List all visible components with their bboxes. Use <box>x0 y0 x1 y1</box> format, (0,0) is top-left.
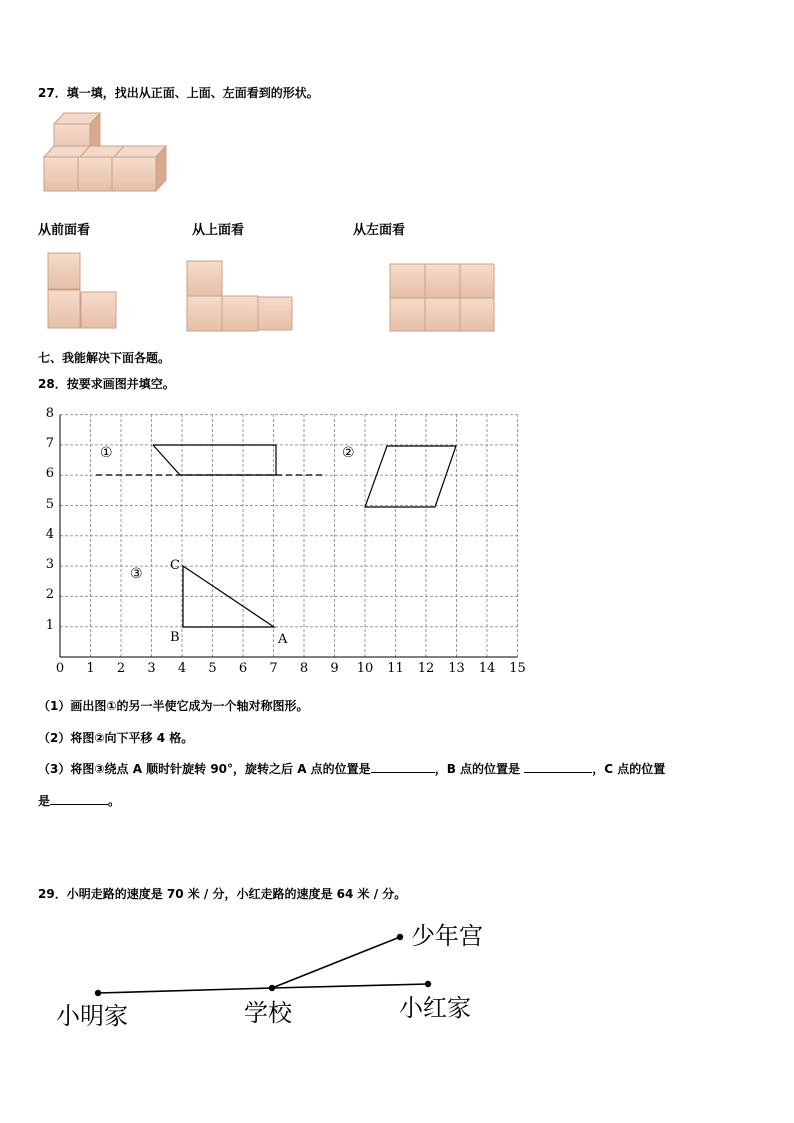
q28-sub3-part4: 是 <box>38 794 51 808</box>
section-7-title: 七、我能解决下面各题。 <box>38 351 171 365</box>
q28-sub3-part1: （3）将图③绕点 A 顺时针旋转 90°，旋转之后 A 点的位置是 <box>38 762 371 776</box>
x-tick-label: 12 <box>417 661 435 676</box>
figure-1-label: ① <box>100 445 113 461</box>
view-label-top: 从上面看 <box>192 223 245 238</box>
place-school: 学校 <box>244 999 292 1027</box>
x-tick-label: 14 <box>478 661 496 676</box>
q28-sub2: （2）将图②向下平移 4 格。 <box>38 731 194 745</box>
y-tick-label: 7 <box>45 435 54 451</box>
y-tick-label: 8 <box>45 405 54 421</box>
x-tick-label: 13 <box>448 661 465 676</box>
q28-sub3-end: 。 <box>108 794 121 808</box>
place-xiaohong-home: 小红家 <box>399 994 471 1022</box>
y-tick-label: 2 <box>45 587 54 603</box>
y-tick-label: 5 <box>45 496 54 512</box>
x-tick-label: 15 <box>509 661 526 676</box>
place-youth-palace: 少年宫 <box>411 922 483 950</box>
point-youth-palace <box>397 934 403 940</box>
figure-2-label: ② <box>342 445 355 461</box>
place-xiaoming-home: 小明家 <box>56 1002 128 1030</box>
y-tick-label: 3 <box>45 557 54 573</box>
x-tick-label: 9 <box>330 661 339 676</box>
point-c-label: C <box>170 558 180 573</box>
y-tick-label: 4 <box>45 526 54 542</box>
x-tick-label: 8 <box>299 661 309 676</box>
q28-title: 28．按要求画图并填空。 <box>38 377 175 391</box>
view-label-front: 从前面看 <box>38 223 91 238</box>
q28-sub3-part3: ，C 点的位置 <box>592 762 666 776</box>
x-tick-label: 11 <box>387 661 404 676</box>
point-school <box>269 985 275 991</box>
x-tick-label: 7 <box>269 661 278 676</box>
q27-title: 27．填一填，找出从正面、上面、左面看到的形状。 <box>38 86 319 100</box>
figure-3-label: ③ <box>130 566 143 582</box>
q29-title: 29．小明走路的速度是 70 米 / 分，小红走路的速度是 64 米 / 分。 <box>38 887 407 901</box>
point-a-label: A <box>278 632 288 647</box>
x-tick-label: 0 <box>55 661 65 676</box>
y-tick-label: 6 <box>45 466 54 482</box>
road-school-palace <box>272 937 400 988</box>
x-tick-label: 2 <box>116 661 126 676</box>
q28-sub3-part2: ，B 点的位置是 <box>434 762 521 776</box>
x-tick-label: 1 <box>86 661 95 676</box>
x-tick-label: 10 <box>356 661 374 676</box>
x-tick-label: 6 <box>238 661 248 676</box>
x-tick-label: 3 <box>147 661 156 676</box>
x-tick-label: 5 <box>208 661 217 676</box>
view-label-left: 从左面看 <box>353 223 406 238</box>
x-tick-label: 4 <box>177 661 187 676</box>
y-tick-label: 1 <box>45 617 54 633</box>
point-b-label: B <box>170 630 180 645</box>
q28-sub1: （1）画出图①的另一半使它成为一个轴对称图形。 <box>38 699 309 713</box>
point-xiaohong-home <box>425 981 431 987</box>
